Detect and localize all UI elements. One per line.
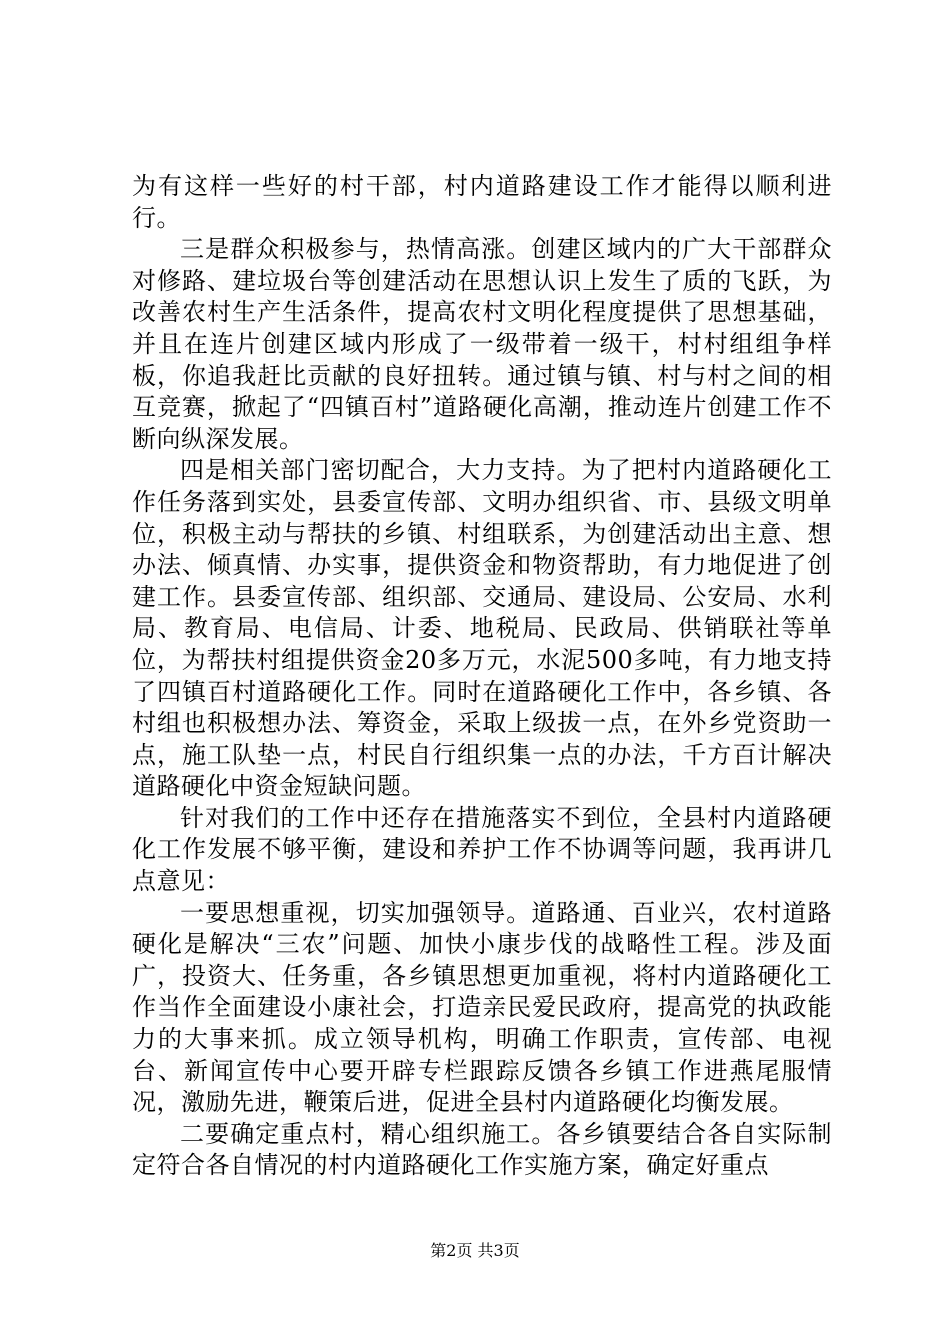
paragraph-2: 三是群众积极参与，热情高涨。创建区域内的广大干部群众对修路、建垃圾台等创建活动在思想认识上发生了质的飞跃，为改善农村生产生活条件，提高农村文明化程度提供了思想基础，并且在连片创建区域内形成了一级带着一级干，村村组组争样板，你追我赶比贡献的良好扭转。通过镇与镇、村与村之间的相互竞赛，掀起了“四镇百村”道路硬化高潮，推动连片创建工作不断向纵深发展。 bbox=[132, 235, 832, 453]
page-number-label: 第2页 共3页 bbox=[430, 1241, 520, 1260]
paragraph-4: 针对我们的工作中还存在措施落实不到位，全县村内道路硬化工作发展不够平衡，建设和养护工作不协调等问题，我再讲几点意见： bbox=[132, 803, 832, 896]
paragraph-6: 二要确定重点村，精心组织施工。各乡镇要结合各自实际制定符合各自情况的村内道路硬化工作实施方案，确定好重点 bbox=[132, 1119, 832, 1180]
paragraph-3: 四是相关部门密切配合，大力支持。为了把村内道路硬化工作任务落到实处，县委宣传部、文明办组织省、市、县级文明单位，积极主动与帮扶的乡镇、村组联系，为创建活动出主意、想办法、倾真情、办实事，提供资金和物资帮助，有力地促进了创建工作。县委宣传部、组织部、交通局、建设局、公安局、水利局、教育局、电信局、计委、地税局、民政局、供销联社等单位，为帮扶村组提供资金20多万元，水泥500多吨，有力地支持了四镇百村道路硬化工作。同时在道路硬化工作中，各乡镇、各村组也积极想办法、筹资金，采取上级拔一点，在外乡党资助一点，施工队垫一点，村民自行组织集一点的办法，千方百计解决道路硬化中资金短缺问题。 bbox=[132, 456, 832, 801]
paragraph-1: 为有这样一些好的村干部，村内道路建设工作才能得以顺利进行。 bbox=[132, 172, 832, 232]
paragraph-5: 一要思想重视，切实加强领导。道路通、百业兴，农村道路硬化是解决“三农”问题、加快小康步伐的战略性工程。涉及面广，投资大、任务重，各乡镇思想更加重视，将村内道路硬化工作当作全面建设小康社会，打造亲民爱民政府，提高党的执政能力的大事来抓。成立领导机构，明确工作职责，宣传部、电视台、新闻宣传中心要开辟专栏跟踪反馈各乡镇工作进燕尾服情况，激励先进，鞭策后进，促进全县村内道路硬化均衡发展。 bbox=[132, 898, 832, 1117]
page-footer bbox=[0, 1240, 950, 1262]
document-body bbox=[132, 171, 832, 1182]
